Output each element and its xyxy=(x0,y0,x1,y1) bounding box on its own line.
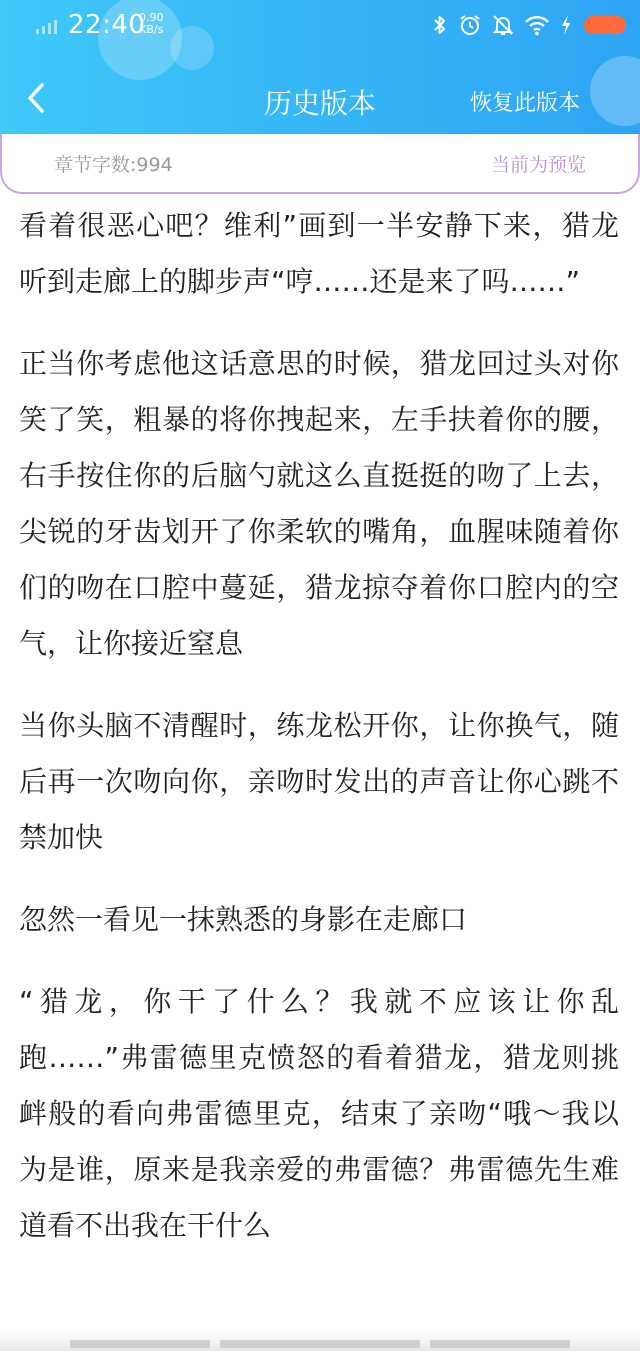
nav-bar xyxy=(0,62,640,134)
bluetooth-icon xyxy=(432,13,448,37)
mute-notification-icon xyxy=(492,13,514,37)
network-speed-unit: KB/s xyxy=(139,23,164,36)
content-paragraph: 正当你考虑他这话意思的时候，猎龙回过头对你笑了笑，粗暴的将你拽起来，左手扶着你的腰，右手按住你的后脑勺就这么直挺挺的吻了上去，尖锐的牙齿划开了你柔软的嘴角，血腥味随着你们的吻在口腔中蔓延，猎龙掠夺着你口腔内的空气，让你接近窒息 xyxy=(19,347,619,660)
status-time: 22:40 xyxy=(68,10,146,40)
charging-icon xyxy=(560,14,572,36)
app-header xyxy=(0,0,640,134)
chapter-content[interactable] xyxy=(19,198,619,1280)
status-bar xyxy=(0,0,640,52)
status-icons xyxy=(432,12,626,38)
signal-strength-icon xyxy=(36,20,57,34)
content-paragraph: 看着很恶心吧？维利”画到一半安静下来，猎龙听到走廊上的脚步声“哼……还是来了吗……” xyxy=(19,209,619,298)
network-speed-value: 0.90 xyxy=(139,11,164,24)
alarm-icon xyxy=(458,13,482,37)
content-paragraph: 忽然一看见一抹熟悉的身影在走廊口 xyxy=(19,903,468,936)
preview-status-label: 当前为预览 xyxy=(490,154,586,176)
bottom-fade xyxy=(0,1330,640,1351)
content-paragraph: “猎龙，你干了什么？我就不应该让你乱跑……”弗雷德里克愤怒的看着猎龙，猎龙则挑衅般的看向弗雷德里克，结束了亲吻“哦～我以为是谁，原来是我亲爱的弗雷德？弗雷德先生难道看不出我在干什么 xyxy=(19,985,619,1242)
restore-version-button[interactable]: 恢复此版本 xyxy=(469,91,580,116)
network-speed xyxy=(139,12,164,36)
wifi-icon xyxy=(524,14,550,36)
content-paragraph: 当你头脑不清醒时，练龙松开你，让你换气，随后再一次吻向你，亲吻时发出的声音让你心跳不禁加快 xyxy=(19,709,619,854)
chapter-info-bar xyxy=(0,134,640,194)
chapter-word-count: 章节字数:994 xyxy=(54,154,173,176)
page-title: 历史版本 xyxy=(263,87,376,120)
battery-icon xyxy=(584,16,626,34)
